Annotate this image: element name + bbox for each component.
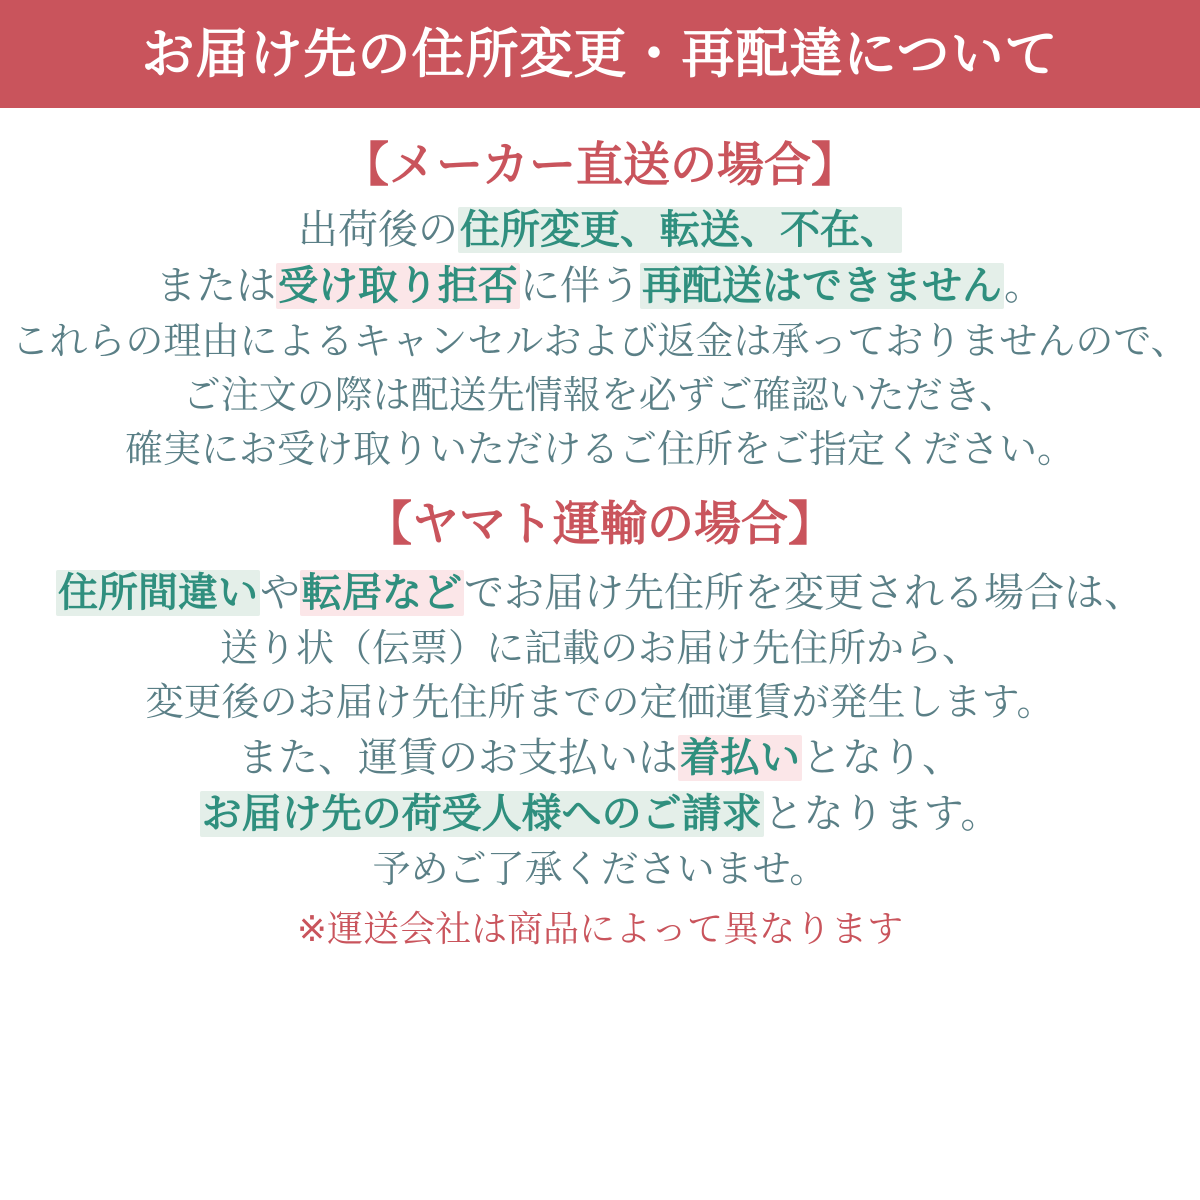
line-segment: 。 xyxy=(1004,263,1044,310)
line-segment: または xyxy=(156,263,276,310)
footnote: ※運送会社は商品によって異なります xyxy=(296,909,904,951)
notice-line xyxy=(0,730,1200,787)
notice-body xyxy=(0,108,1200,954)
line-segment-highlight: 再配送はできません xyxy=(642,263,1002,310)
section-heading-maker-direct: 【メーカー直送の場合】 xyxy=(341,138,859,193)
line-segment: でお届け先住所を変更される場合は、 xyxy=(464,569,1144,616)
notice-line xyxy=(0,565,1200,622)
line-segment-highlight: 住所変更、転送、不在、 xyxy=(460,206,900,253)
line-segment: 送り状（伝票）に記載のお届け先住所から、 xyxy=(219,625,980,670)
page-title: お届け先の住所変更・再配達について xyxy=(141,23,1059,85)
notice-line xyxy=(0,315,1200,369)
notice-line xyxy=(0,843,1200,897)
page-header xyxy=(0,0,1200,108)
notice-line xyxy=(0,676,1200,730)
line-segment-highlight: お届け先の荷受人様へのご請求 xyxy=(201,791,762,838)
notice-line xyxy=(0,369,1200,423)
line-segment: 変更後のお届け先住所までの定価運賃が発生します。 xyxy=(145,679,1055,724)
line-segment: や xyxy=(260,569,300,616)
line-segment-highlight: 着払い xyxy=(680,734,800,781)
notice-line xyxy=(0,622,1200,676)
line-segment: 出荷後の xyxy=(298,206,458,253)
line-segment-highlight: 住所間違い xyxy=(58,569,258,616)
line-segment-highlight: 転居など xyxy=(302,569,462,616)
section-heading-yamato: 【ヤマト運輸の場合】 xyxy=(365,497,835,553)
line-segment: に伴う xyxy=(520,263,640,310)
line-segment: これらの理由によるキャンセルおよび返金は承っておりませんので、 xyxy=(11,319,1189,364)
line-segment: 確実にお受け取りいただけるご住所をご指定ください。 xyxy=(124,427,1075,472)
section-lines-yamato xyxy=(0,565,1200,897)
line-segment-highlight: 受け取り拒否 xyxy=(278,263,518,310)
notice-line xyxy=(0,423,1200,477)
line-segment: となります。 xyxy=(763,791,1001,838)
line-segment: 予めご了承くださいませ。 xyxy=(372,847,828,892)
notice-line xyxy=(0,786,1200,843)
notice-line xyxy=(0,202,1200,259)
notice-line xyxy=(0,258,1200,315)
section-lines-maker-direct xyxy=(0,202,1200,477)
line-segment: ご注文の際は配送先情報を必ずご確認いただき、 xyxy=(182,373,1018,418)
line-segment: となり、 xyxy=(802,734,962,781)
line-segment: また、運賃のお支払いは xyxy=(238,734,678,781)
